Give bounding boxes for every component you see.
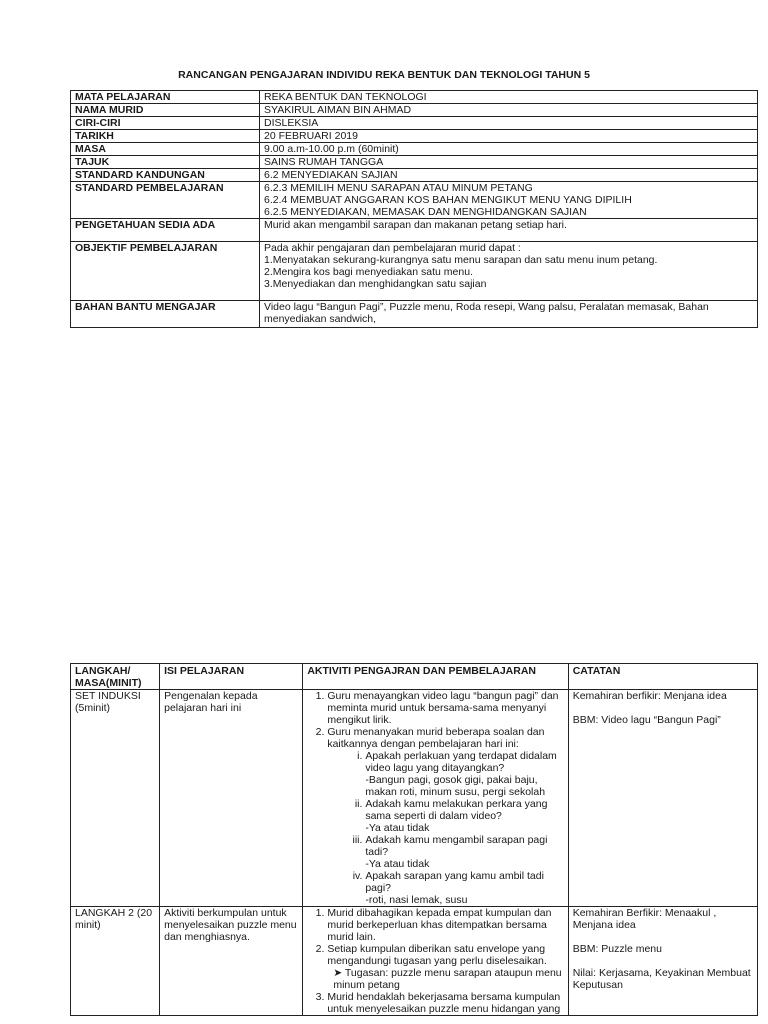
activity-list bbox=[307, 907, 563, 1015]
activity-item: 1. Murid dibahagikan kepada empat kumpulan dan murid berkeperluan khas ditempatkan bersama murid lain. bbox=[327, 907, 563, 943]
info-value bbox=[260, 182, 758, 219]
question-text: Apakah sarapan yang kamu ambil tadi pagi? bbox=[365, 870, 544, 894]
info-value: Murid akan mengambil sarapan dan makanan petang setiap hari. bbox=[260, 219, 758, 242]
info-row bbox=[71, 143, 758, 156]
step-cell: SET INDUKSI (5minit) bbox=[71, 690, 160, 907]
lesson-row-langkah-2 bbox=[71, 907, 758, 1016]
note-text: Kemahiran berfikir: Menjana idea bbox=[572, 690, 727, 702]
activity-item: 1. Guru menayangkan video lagu “bangun pagi” dan meminta murid untuk bersama-sama menyanyi mengikut lirik. bbox=[327, 690, 563, 726]
info-value: SYAKIRUL AIMAN BIN AHMAD bbox=[260, 104, 758, 117]
activity-item bbox=[327, 726, 563, 906]
objektif-line: Pada akhir pengajaran dan pembelajaran murid dapat : bbox=[264, 242, 521, 254]
info-label: NAMA MURID bbox=[71, 104, 260, 117]
info-label: MASA bbox=[71, 143, 260, 156]
info-label: PENGETAHUAN SEDIA ADA bbox=[71, 219, 260, 242]
question-item bbox=[365, 750, 563, 798]
info-label: STANDARD KANDUNGAN bbox=[71, 169, 260, 182]
header-catatan: CATATAN bbox=[568, 664, 757, 690]
info-row bbox=[71, 169, 758, 182]
step-cell: LANGKAH 2 (20 minit) bbox=[71, 907, 160, 1016]
activity-cell bbox=[303, 907, 568, 1016]
task-item bbox=[327, 967, 563, 991]
answer-text: -Ya atau tidak bbox=[365, 858, 430, 870]
note-text: Kemahiran Berfikir: Menaakul , Menjana idea bbox=[572, 907, 717, 931]
task-text: Tugasan: puzzle menu sarapan ataupun menu minum petang bbox=[333, 967, 562, 991]
question-text: Apakah perlakuan yang terdapat didalam video lagu yang ditayangkan? bbox=[365, 750, 557, 774]
info-value: SAINS RUMAH TANGGA bbox=[260, 156, 758, 169]
objektif-line: 1.Menyatakan sekurang-kurangnya satu menu sarapan dan satu menu inum petang. bbox=[264, 254, 658, 266]
info-row-standard-pembelajaran bbox=[71, 182, 758, 219]
objektif-line: 2.Mengira kos bagi menyediakan satu menu. bbox=[264, 266, 473, 278]
info-value: 20 FEBRUARI 2019 bbox=[260, 130, 758, 143]
header-langkah: LANGKAH/ MASA(MINIT) bbox=[71, 664, 160, 690]
answer-text: -roti, nasi lemak, susu bbox=[365, 894, 468, 906]
info-value: Video lagu “Bangun Pagi”, Puzzle menu, Roda resepi, Wang palsu, Peralatan memasak, Bahan menyediakan sandwich, bbox=[260, 301, 758, 328]
question-text: Adakah kamu mengambil sarapan pagi tadi? bbox=[365, 834, 548, 858]
note-text: BBM: Video lagu “Bangun Pagi” bbox=[572, 714, 721, 726]
activity-cell bbox=[303, 690, 568, 907]
standard-line: 6.2.3 MEMILIH MENU SARAPAN ATAU MINUM PETANG bbox=[264, 182, 533, 194]
activity-item bbox=[327, 943, 563, 991]
note-gap bbox=[573, 955, 753, 967]
info-row-objektif bbox=[71, 242, 758, 301]
info-row bbox=[71, 130, 758, 143]
info-row bbox=[71, 91, 758, 104]
note-text: BBM: Puzzle menu bbox=[572, 943, 662, 955]
info-label: MATA PELAJARAN bbox=[71, 91, 260, 104]
content-cell: Aktiviti berkumpulan untuk menyelesaikan puzzle menu dan menghiasnya. bbox=[160, 907, 303, 1016]
activity-text: Setiap kumpulan diberikan satu envelope yang mengandungi tugasan yang perlu diselesaikan. bbox=[327, 943, 547, 967]
header-isi: ISI PELAJARAN bbox=[160, 664, 303, 690]
standard-line: 6.2.4 MEMBUAT ANGGARAN KOS BAHAN MENGIKUT MENU YANG DIPILIH bbox=[264, 194, 632, 206]
standard-line: 6.2.5 MENYEDIAKAN, MEMASAK DAN MENGHIDANGKAN SAJIAN bbox=[264, 206, 587, 218]
document-title: RANCANGAN PENGAJARAN INDIVIDU REKA BENTUK DAN TEKNOLOGI TAHUN 5 bbox=[178, 69, 590, 81]
info-row bbox=[71, 156, 758, 169]
header-aktiviti: AKTIVITI PENGAJRAN DAN PEMBELAJARAN bbox=[303, 664, 568, 690]
activity-item: 3. Murid hendaklah bekerjasama bersama kumpulan untuk menyelesaikan puzzle menu hidangan yang bbox=[327, 991, 563, 1015]
info-label: OBJEKTIF PEMBELAJARAN bbox=[71, 242, 260, 301]
arrow-icon: ➤ bbox=[333, 967, 345, 979]
info-label: CIRI-CIRI bbox=[71, 117, 260, 130]
question-text: Adakah kamu melakukan perkara yang sama seperti di dalam video? bbox=[365, 798, 548, 822]
info-label: TAJUK bbox=[71, 156, 260, 169]
question-item bbox=[365, 834, 563, 870]
info-row-pengetahuan bbox=[71, 219, 758, 242]
answer-text: -Bangun pagi, gosok gigi, pakai baju, makan roti, minum susu, pergi sekolah bbox=[365, 774, 546, 798]
info-value: REKA BENTUK DAN TEKNOLOGI bbox=[260, 91, 758, 104]
question-item bbox=[365, 798, 563, 834]
lesson-table bbox=[70, 663, 758, 1016]
info-value: 6.2 MENYEDIAKAN SAJIAN bbox=[260, 169, 758, 182]
info-row bbox=[71, 117, 758, 130]
info-label: TARIKH bbox=[71, 130, 260, 143]
lesson-row-set-induksi bbox=[71, 690, 758, 907]
note-gap bbox=[573, 702, 753, 714]
info-label: STANDARD PEMBELAJARAN bbox=[71, 182, 260, 219]
lesson-header-row bbox=[71, 664, 758, 690]
content-cell: Pengenalan kepada pelajaran hari ini bbox=[160, 690, 303, 907]
objektif-line: 3.Menyediakan dan menghidangkan satu sajian bbox=[264, 278, 487, 290]
note-cell bbox=[568, 907, 757, 1016]
info-value: DISLEKSIA bbox=[260, 117, 758, 130]
info-table bbox=[70, 90, 758, 328]
note-text: Nilai: Kerjasama, Keyakinan Membuat Keputusan bbox=[572, 967, 751, 991]
info-row bbox=[71, 104, 758, 117]
note-gap bbox=[573, 931, 753, 943]
info-row-bahan bbox=[71, 301, 758, 328]
info-label: BAHAN BANTU MENGAJAR bbox=[71, 301, 260, 328]
question-list bbox=[327, 750, 563, 906]
question-item bbox=[365, 870, 563, 906]
note-cell bbox=[568, 690, 757, 907]
answer-text: -Ya atau tidak bbox=[365, 822, 430, 834]
activity-list bbox=[307, 690, 563, 906]
info-value bbox=[260, 242, 758, 301]
activity-text: Guru menanyakan murid beberapa soalan dan kaitkannya dengan pembelajaran hari ini: bbox=[327, 726, 545, 750]
info-value: 9.00 a.m-10.00 p.m (60minit) bbox=[260, 143, 758, 156]
